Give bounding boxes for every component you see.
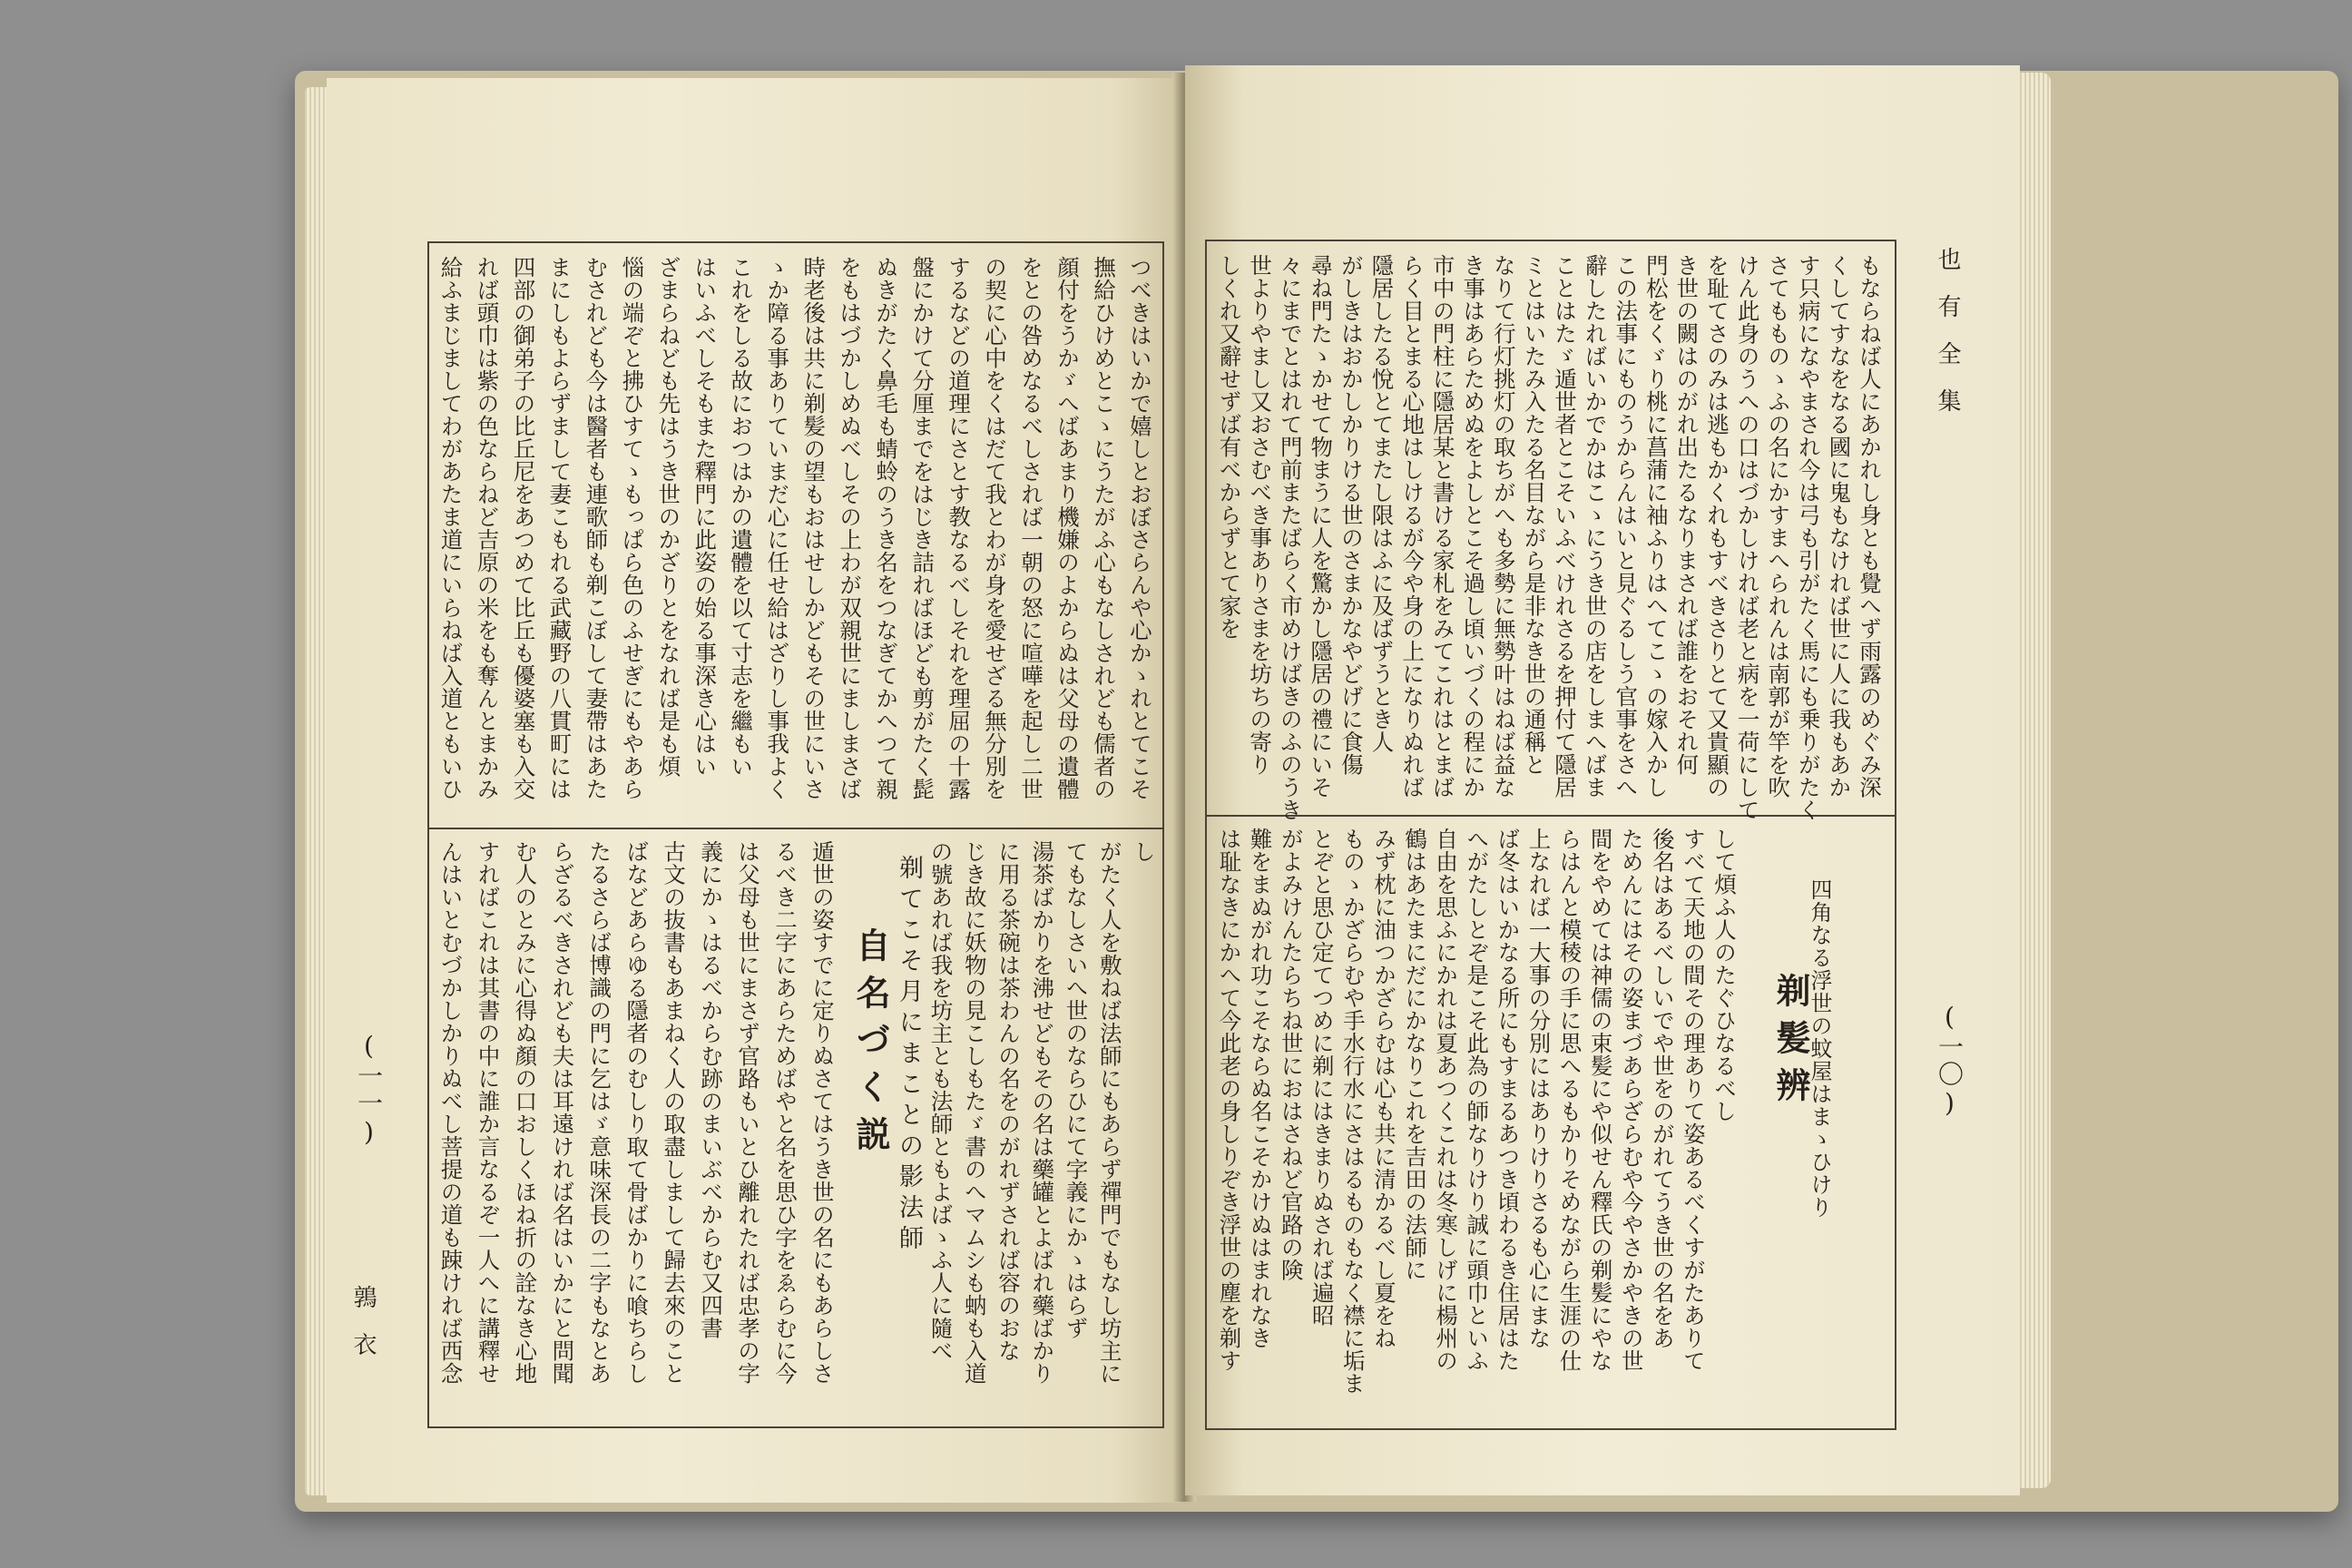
text-column: 世よりやまし又おさむべき事ありさまを坊ちの寄り bbox=[1247, 254, 1274, 776]
text-column: 辭したればいかでかはこゝにうき世の店をしまへばま bbox=[1582, 254, 1609, 799]
text-column: れば頭巾は紫の色ならねど吉原の米をも奪んとまかみ bbox=[474, 256, 501, 800]
text-column: みず枕に油つかざらむは心も共に清かるべし夏をね bbox=[1370, 828, 1397, 1349]
text-column: 自由を思ふにかれは夏あつくこれは冬寒しげに楊州の bbox=[1433, 828, 1460, 1372]
text-column: 顔付をうかゞへばあまり機嫌のよからぬは父母の遺體 bbox=[1054, 256, 1081, 800]
right-page bbox=[1185, 65, 2020, 1495]
text-column: の契に心中をくはだて我とわが身を愛せざる無分別を bbox=[982, 256, 1009, 800]
text-column: するなどの道理にさとす教なるべしそれを理屈の十露 bbox=[946, 256, 973, 800]
text-column: 々にまでとはれて門前またばらく市めけばきのふのうき bbox=[1277, 254, 1304, 821]
text-column: なりて行灯挑灯の取ちがへも多勢に無勢叶はねば益な bbox=[1490, 254, 1517, 799]
left-page-divider bbox=[427, 828, 1162, 829]
text-column: す只病になやまされ今は弓も引がたく馬にも乗りがたく bbox=[1795, 254, 1822, 821]
text-column: して煩ふ人のたぐひなるべし bbox=[1711, 828, 1738, 1122]
text-column: 門松をくゞり桃に菖蒲に袖ふりはへてこゝの嫁入かし bbox=[1642, 254, 1670, 799]
text-column: むされども今は醫者も連歌師も剃こぼして妻帶はあた bbox=[583, 256, 610, 800]
verse-line: 剃てこそ月にまことの影法師 bbox=[895, 855, 923, 1256]
text-column: らはんと模稜の手に思へるもかりそめながら生涯の仕 bbox=[1556, 828, 1583, 1372]
text-column: へがたしとぞ是こそ此為の師なりけり誠に頭巾といふ bbox=[1464, 828, 1491, 1372]
text-column: 難をまぬがれ功こそならぬ名こそかけぬはまれなき bbox=[1247, 828, 1274, 1349]
text-column: ばなどあらゆる隱者のむしり取て骨ばかりに喰ちらし bbox=[623, 840, 651, 1385]
text-column: は父母も世にまさず官路もいとひ離れたれば忠孝の字 bbox=[735, 840, 761, 1385]
page-number-right: (一〇) bbox=[1935, 1002, 1965, 1120]
running-head-right: 也有全集 bbox=[1934, 247, 1961, 436]
text-column: ざまらねども先はうき世のかざりとをなれば是も煩 bbox=[655, 256, 682, 778]
text-column: 間をやめては神儒の束髪にや似せん釋氏の剃髪にやな bbox=[1587, 828, 1614, 1372]
text-column: るべき二字にあらためばやと名を思ひ字をゑらむに今 bbox=[771, 840, 799, 1385]
text-column: 惱の端ぞと拂ひすてゝもっぱら色のふせぎにもやあら bbox=[619, 256, 646, 800]
text-column: き事はあらためぬをよしとこそ過し頃いづくの程にか bbox=[1460, 254, 1487, 799]
text-column: 給ふまじましてわがあたま道にいらねば入道ともいひ bbox=[437, 256, 465, 800]
text-column: き世の闕はのがれ出たるなりまされば誰をおそれ何 bbox=[1673, 254, 1700, 776]
text-column: もならねば人にあかれし身とも覺へず雨露のめぐみ深 bbox=[1856, 254, 1883, 799]
text-column: 撫給ひけめとこゝにうたがふ心もなしされども儒者の bbox=[1090, 256, 1117, 800]
text-column: ためんにはその姿まづあらざらむや今やさかやきの世 bbox=[1618, 828, 1645, 1372]
text-column: ものゝかざらむや手水行水にさはるものもなく襟に垢ま bbox=[1339, 828, 1367, 1395]
text-column: ば冬はいかなる所にもすまるあつき頃わるき住居はた bbox=[1494, 828, 1522, 1372]
text-column: 湯茶ばかりを沸せどもその名は藥罐とよばれ藥ばかり bbox=[1029, 840, 1056, 1385]
text-column: ミとはいたみ入たる名目ながら是非なき世の通稱と bbox=[1521, 254, 1548, 776]
page-number-left: (一一) bbox=[354, 1031, 384, 1149]
text-column: 市中の門柱に隱居某と書ける家札をみてこれはとまば bbox=[1429, 254, 1456, 799]
text-column: すべて天地の間その理ありて姿あるべくすがたありて bbox=[1680, 828, 1707, 1372]
text-column: たるさらば博識の門に乞はゞ意味深長の二字もなとあ bbox=[586, 840, 613, 1385]
haiku-subtitle: 四角なる浮世の蚊屋はまゝひけり bbox=[1807, 878, 1832, 1219]
text-column: がよみけんたらちね世におはさねど官路の険 bbox=[1278, 828, 1305, 1281]
text-column: に用る茶碗は茶わんの名をのがれずされば容のおな bbox=[995, 840, 1022, 1362]
text-column: し bbox=[1131, 840, 1157, 863]
text-column: んはいとむづかしかりぬべし菩提の道も踈ければ西念 bbox=[437, 840, 465, 1385]
section-title-jimei: 自名づく説 bbox=[850, 927, 891, 1163]
text-column: がたく人を敷ねば法師にもあらず禪門でもなし坊主に bbox=[1096, 840, 1123, 1385]
right-page-divider bbox=[1205, 815, 1895, 817]
text-column: 時老後は共に剃髪の望もおはせしかどもその世にいさ bbox=[800, 256, 828, 800]
text-column: は耻なきにかへて今此老の身しりぞき浮世の塵を剃す bbox=[1216, 828, 1243, 1372]
text-column: ぬきがたく鼻毛も蜻蛉のうき名をつなぎてかへつて親 bbox=[873, 256, 900, 800]
text-column: 鶴はあたまにだにかなりこれを吉田の法師に bbox=[1402, 828, 1429, 1281]
text-column: 盤にかけて分厘までをはじき詰ればほども剪がたく髭 bbox=[909, 256, 936, 800]
left-upper-text bbox=[439, 256, 1151, 809]
section-title-teihatsu: 剃髪辨 bbox=[1770, 973, 1811, 1114]
text-column: この法事にものうからんはいと見ぐるしう官事をさへ bbox=[1612, 254, 1640, 799]
text-column: くしてすなをなる國に鬼もなければ世に人に我もあか bbox=[1826, 254, 1853, 799]
text-column: しくれ又辭せずば有べからずとて家を bbox=[1216, 254, 1243, 640]
text-column: つべきはいかで嬉しとおぼさらんや心かゝれとてこそ bbox=[1126, 256, 1153, 800]
running-head-left: 鶉衣 bbox=[349, 1285, 377, 1379]
text-column: じき故に妖物の見こしもたゞ書のへマムシも蚋も入道 bbox=[961, 840, 988, 1385]
right-upper-text bbox=[1216, 254, 1883, 821]
text-column: がしきはおかしかりける世のさまかなやどげに食傷 bbox=[1338, 254, 1365, 776]
text-column: 後名はあるべしいでや世をのがれてうき世の名をあ bbox=[1649, 828, 1676, 1349]
text-column: らざるべきされども夫は耳遠ければ名はいかにと問聞 bbox=[549, 840, 576, 1385]
text-column: を耻てさのみは逃もかくれもすべきさりとて又貴顯の bbox=[1704, 254, 1730, 799]
text-column: とぞと思ひ定てつめに剃にはきまりぬされば遍昭 bbox=[1308, 828, 1336, 1327]
text-column: まにしもよらずまして妻こもれる武藏野の八貫町には bbox=[546, 256, 573, 800]
text-column: はいふべしそもまた釋門に此姿の始る事深き心はい bbox=[691, 256, 719, 778]
text-column: 四部の御弟子の比丘尼をあつめて比丘も優婆塞も入交 bbox=[510, 256, 537, 800]
text-column: 尋ね門たゝかせて物まうに人を驚かし隱居の禮にいそ bbox=[1308, 254, 1335, 799]
text-column: てもなしさいへ世のならひにて字義にかゝはらず bbox=[1063, 840, 1090, 1339]
text-column: 隱居したる悅とてまたし限はふに及ばずうとき人 bbox=[1368, 254, 1396, 753]
text-column: をもはづかしめぬべしその上わが双親世にましまさば bbox=[837, 256, 864, 800]
left-page bbox=[327, 78, 1180, 1503]
text-column: さてもものゝふの名にかすまへられんは南郭が竿を吹 bbox=[1765, 254, 1792, 799]
text-column: ゝか障る事ありていまだ心に任せ給はざりし事我よく bbox=[764, 256, 791, 800]
text-column: の號あれば我を坊主とも法師ともよばゝふ人に隨べ bbox=[927, 840, 955, 1362]
text-column: ことはたゞ遁世者とこそいふべけれさるを押付て隱居 bbox=[1552, 254, 1579, 799]
right-lower-text bbox=[1216, 828, 1738, 1408]
text-column: をとの咎めなるべしされば一朝の怒に喧嘩を起し二世 bbox=[1018, 256, 1044, 800]
text-column: 義にかゝはるべからむ跡のまいぶべからむ又四書 bbox=[698, 840, 725, 1339]
text-column: 遁世の姿すでに定りぬさてはうき世の名にもあらしさ bbox=[808, 840, 836, 1385]
text-column: これをしる故におつはかの遺體を以て寸志を繼もい bbox=[728, 256, 755, 778]
left-lower-text bbox=[927, 840, 1157, 1412]
left-lower-essay-text bbox=[437, 840, 836, 1412]
text-column: 古文の抜書もあまねく人の取盡しまして歸去來のこと bbox=[661, 840, 688, 1385]
text-column: む人のとみに心得ぬ顏の口おしくほね折の詮なき心地 bbox=[512, 840, 539, 1385]
text-column: すればこれは其書の中に誰か言なるぞ一人へに講釋せ bbox=[475, 840, 502, 1385]
text-column: けん此身のうへの口はづかしければ老と病を一荷にして bbox=[1734, 254, 1761, 821]
text-column: 上なれば一大事の分別にはありけりさるも心にまな bbox=[1525, 828, 1553, 1349]
text-column: らく目とまる心地はしけるが今や身の上になりぬれば bbox=[1399, 254, 1426, 799]
